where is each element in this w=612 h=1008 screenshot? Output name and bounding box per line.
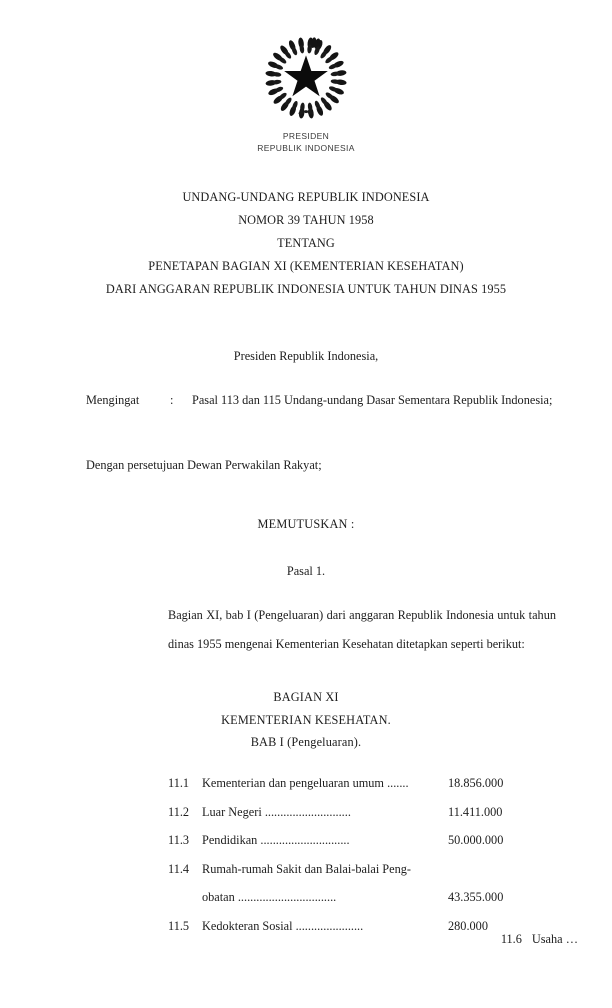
approval-line: Dengan persetujuan Dewan Perwakilan Rakyat; (86, 458, 322, 472)
emblem-caption-line1: PRESIDEN (282, 131, 330, 141)
catchword-text: Usaha … (531, 932, 578, 946)
budget-item-number: 11.1 (168, 776, 190, 790)
budget-item-number: 11.3 (168, 833, 190, 847)
section-heading-line2: KEMENTERIAN KESEHATAN. (221, 712, 391, 727)
garuda-star-wreath-emblem-icon (264, 36, 348, 120)
budget-item-description: Rumah-rumah Sakit dan Balai-balai Peng- (202, 861, 411, 876)
title-line-subject-1: PENETAPAN BAGIAN XI (KEMENTERIAN KESEHATAN) (148, 259, 464, 273)
title-line-number: NOMOR 39 TAHUN 1958 (238, 213, 374, 227)
emblem-block (0, 36, 612, 154)
emblem-caption (0, 131, 612, 154)
section-heading-line1: BAGIAN XI (273, 690, 339, 704)
budget-item-description: Kementerian dan pengeluaran umum ....... (202, 776, 409, 790)
budget-item-amount: 50.000.000 (448, 833, 504, 847)
budget-row (168, 769, 568, 798)
considering-colon: : (170, 393, 174, 407)
budget-item-description: Pendidikan ............................. (202, 833, 350, 847)
budget-item-number: 11.4 (168, 861, 190, 876)
budget-item-amount: 18.856.000 (448, 776, 504, 790)
budget-row (168, 798, 568, 827)
title-line-subject-2: DARI ANGGARAN REPUBLIK INDONESIA UNTUK TAHUN DINAS 1955 (105, 282, 507, 296)
catchword-footer (0, 932, 578, 947)
section-heading (0, 686, 612, 754)
budget-item-number: 11.2 (168, 804, 190, 819)
budget-item-description: Luar Negeri ............................ (202, 804, 351, 819)
emblem-caption-line2: REPUBLIK INDONESIA (257, 142, 355, 153)
budget-row (168, 883, 568, 912)
budget-row (168, 855, 568, 884)
title-line-act-type: UNDANG-UNDANG REPUBLIK INDONESIA (182, 190, 430, 204)
catchword-number: 11.6 (500, 932, 522, 946)
article-paragraph: Bagian XI, bab I (Pengeluaran) dari anggaran Republik Indonesia untuk tahun dinas 1955 mengenai Kementerian Kesehatan ditetapkan seperti berikut: (168, 608, 556, 651)
budget-row (168, 826, 568, 855)
title-line-about: TENTANG (277, 236, 335, 250)
budget-item-description: obatan ................................ (202, 890, 337, 904)
considering-clause (86, 385, 556, 415)
considering-text: Pasal 113 dan 115 Undang-undang Dasar Sementara Republik Indonesia; (192, 393, 553, 407)
budget-item-amount: 280.000 (448, 918, 488, 933)
budget-item-number: 11.5 (168, 918, 190, 933)
budget-item-amount: 43.355.000 (448, 890, 504, 904)
decision-heading: MEMUTUSKAN : (257, 517, 355, 531)
budget-list (168, 769, 568, 940)
section-heading-line3: BAB I (Pengeluaran). (250, 735, 362, 749)
document-title (0, 186, 612, 301)
considering-label: Mengingat (86, 393, 140, 407)
president-line: Presiden Republik Indonesia, (233, 349, 379, 363)
article-heading: Pasal 1. (286, 564, 326, 578)
budget-item-description: Kedokteran Sosial ...................... (202, 918, 364, 933)
budget-item-amount: 11.411.000 (448, 804, 503, 819)
